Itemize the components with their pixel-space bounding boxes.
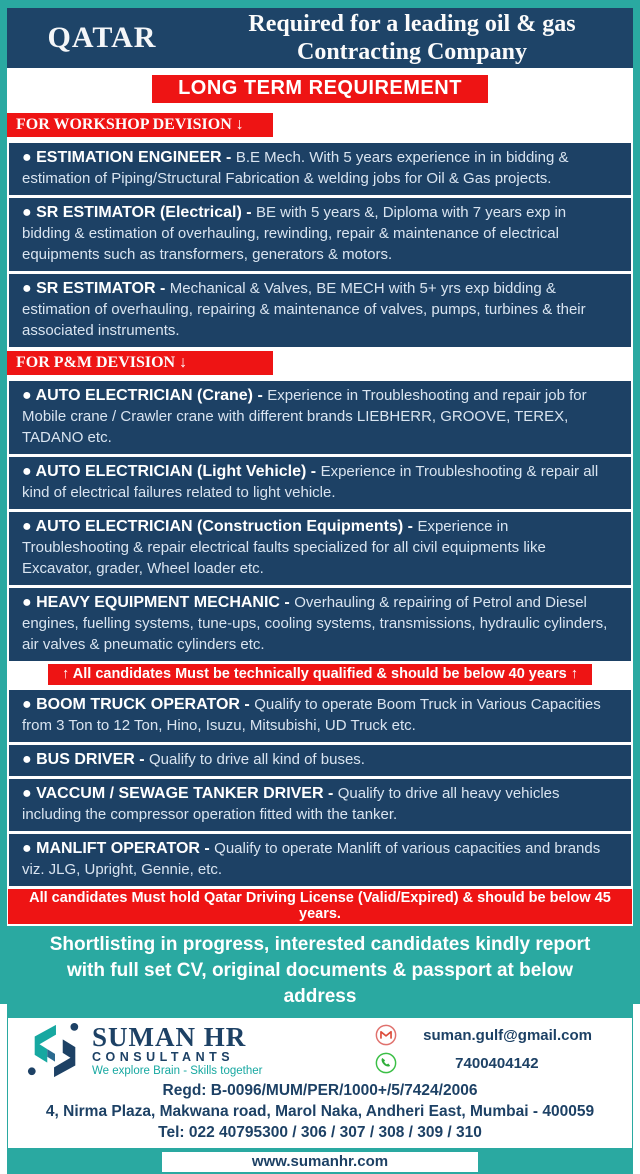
job-desc: Experience in Troubleshooting and repair job for Mobile crane / Crawler crane with different brands LIEBHERR, GROOVE, TEREX, TADANO etc. <box>22 387 587 446</box>
job-block <box>9 690 631 742</box>
job-title: ● BOOM TRUCK OPERATOR - <box>22 696 255 713</box>
registration-line: Regd: B-0096/MUM/PER/1000+/5/7424/2006 <box>162 1082 478 1099</box>
job-block <box>9 457 631 509</box>
job-title: ● BUS DRIVER - <box>22 751 150 768</box>
job-block <box>9 745 631 776</box>
flyer-content <box>7 8 633 1174</box>
header-country: QATAR <box>47 21 157 54</box>
rows <box>7 140 633 926</box>
workshop-section-strip <box>7 109 633 140</box>
email-row <box>375 1024 592 1046</box>
whatsapp-icon <box>375 1052 397 1074</box>
footer-card <box>8 1018 632 1148</box>
brand-block <box>26 1022 262 1080</box>
long-term-banner: LONG TERM REQUIREMENT <box>152 75 488 103</box>
phone-text: 7400404142 <box>455 1054 539 1072</box>
section-strip <box>7 347 633 378</box>
job-desc: B.E Mech. With 5 years experience in in bidding & estimation of Piping/Structural Fabrication & welding jobs for Oil & Gas projects. <box>22 149 569 187</box>
job-desc: Qualify to operate Boom Truck in Various Capacities from 3 Ton to 12 Ton, Hino, Isuzu, Mitsubishi, UD Truck etc. <box>22 696 601 734</box>
job-title: ● SR ESTIMATOR - <box>22 280 170 297</box>
job-title: ● HEAVY EQUIPMENT MECHANIC - <box>22 594 295 611</box>
phone-row <box>375 1052 592 1074</box>
contacts-block <box>375 1022 592 1080</box>
job-title: ● SR ESTIMATOR (Electrical) - <box>22 204 256 221</box>
job-block <box>9 143 631 195</box>
job-block <box>9 274 631 347</box>
footer-top-row <box>18 1022 622 1080</box>
header-title-line1: Required for a leading oil & gas <box>248 11 576 37</box>
driving-license-notice: All candidates Must hold Qatar Driving License (Valid/Expired) & should be below 45 years. <box>8 889 632 924</box>
section-banner: FOR P&M DEVISION ↓ <box>7 351 273 375</box>
job-desc: Qualify to operate Manlift of various capacities and brands viz. JLG, Upright, Gennie, etc. <box>22 840 601 878</box>
top-strip <box>7 68 633 140</box>
header-title <box>197 10 633 66</box>
job-desc: Experience in Troubleshooting & repair all kind of electrical failures related to light vehicle. <box>22 463 599 501</box>
job-block <box>9 512 631 585</box>
telephone-line: Tel: 022 40795300 / 306 / 307 / 308 / 309 / 310 <box>158 1124 482 1141</box>
job-desc: Mechanical & Valves, BE MECH with 5+ yrs exp bidding & estimation of overhauling, repairing & maintenance of valves, pumps, turbines & their associated instruments. <box>22 280 586 339</box>
job-title: ● AUTO ELECTRICIAN (Crane) - <box>22 387 268 404</box>
job-desc: Qualify to drive all heavy vehicles including the compressor operation fitted with the tanker. <box>22 785 560 823</box>
brand-tagline: We explore Brain - Skills together <box>92 1065 263 1077</box>
job-block <box>9 198 631 271</box>
header <box>7 8 633 68</box>
job-block <box>9 588 631 661</box>
job-title: ● ESTIMATION ENGINEER - <box>22 149 236 166</box>
job-block <box>9 779 631 831</box>
job-title: ● MANLIFT OPERATOR - <box>22 840 215 857</box>
brand-text <box>92 1024 262 1078</box>
job-title: ● AUTO ELECTRICIAN (Construction Equipments) - <box>22 518 418 535</box>
notice-strip <box>7 661 633 687</box>
email-text: suman.gulf@gmail.com <box>423 1026 592 1044</box>
bottom-zone <box>7 926 633 1174</box>
job-desc: BE with 5 years &, Diploma with 7 years exp in bidding & estimation of overhauling, rewinding, repair & maintenance of electrical equipments such as transformers, generators & motors. <box>22 204 567 263</box>
header-title-line2: Contracting Company <box>296 39 527 65</box>
job-block <box>9 834 631 886</box>
sumanhr-logo-icon <box>26 1022 84 1080</box>
address-line: 4, Nirma Plaza, Makwana road, Marol Naka, Andheri East, Mumbai - 400059 <box>45 1103 595 1120</box>
job-desc: Experience in Troubleshooting & repair electrical faults specialized for all civil equipments like Excavator, grader, Wheel loader etc. <box>22 518 546 577</box>
brand-name: SUMAN HR <box>92 1022 247 1052</box>
job-title: ● AUTO ELECTRICIAN (Light Vehicle) - <box>22 463 321 480</box>
job-block <box>9 381 631 454</box>
shortlisting-notice: Shortlisting in progress, interested candidates kindly report with full set CV, original documents & passport at below address <box>49 934 591 1007</box>
long-term-banner-wrap <box>7 75 633 103</box>
gmail-icon <box>375 1024 397 1046</box>
job-desc: Qualify to drive all kind of buses. <box>149 751 365 768</box>
brand-subtitle: CONSULTANTS <box>92 1050 235 1064</box>
website-bar: www.sumanhr.com <box>162 1152 478 1172</box>
workshop-section-banner: FOR WORKSHOP DEVISION ↓ <box>7 113 273 137</box>
job-desc: Overhauling & repairing of Petrol and Diesel engines, fuelling systems, tune-ups, cooling systems, transmissions, hydraulic cylinders, air valves & pneumatic cylinders etc. <box>22 594 608 653</box>
job-title: ● VACCUM / SEWAGE TANKER DRIVER - <box>22 785 338 802</box>
qualification-notice: ↑ All candidates Must be technically qualified & should be below 40 years ↑ <box>48 664 592 685</box>
